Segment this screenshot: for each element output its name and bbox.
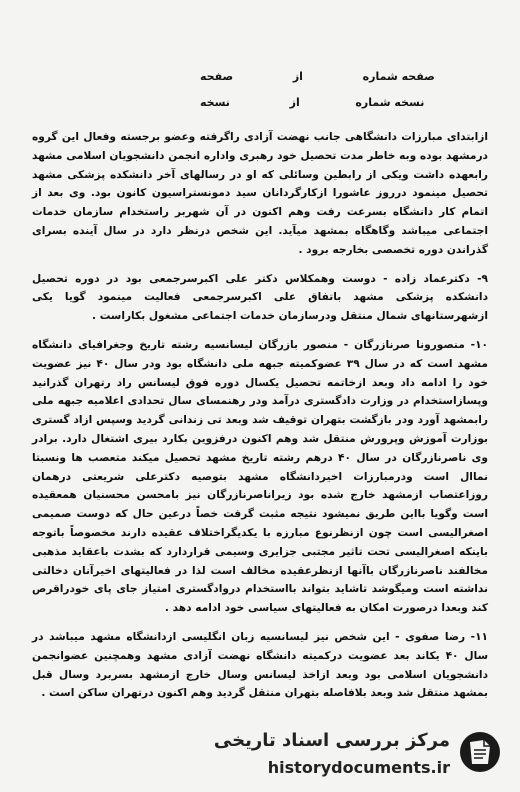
- page-number-of: از: [292, 70, 303, 83]
- document-body: [32, 128, 488, 713]
- paragraph-item-10: ۱۰- منصورونا صرنازرگان - منصور بازرگان لیسانسیه رشته تاریخ وجغرافیای دانشگاه مشهد است که در سال ۳۹ عضوکمیته جبهه ملی دانشگاه بود ودر سال ۴۰ نیز عضویت خود را ادامه داد وبعد ازخاتمه تحصیل یکسال دوره فوق لیسانس راد رتهران گذرانید وپسازاستخدام در وزارت دادگستری درآمد ودر رهنمسای سال تحدادی اعلامیه جبهه ملی رابمشهد آورد ودر بازگشت بتهران توقیف شد وبعد تی زندانی گردید وسپس ازاد گستری بوزارت آموزش وپرورش منتقل شد وهم اکنون درفزوین بکارد بیری اشتغال دارد. برادر وی ناصرنازرگان در سال ۴۰ درهم رشته تاریخ مشهد تحصیل میکند متعصب ها ونسبتا نماال است ودرمبارزات اخیردانشگاه مشهد بتوصیه دکترعلی شریعتی درهمان روزاعتصاب ازمشهد خارج شده بود زیراناصرنازرگان نیز بامحسن محسنیان همعقیده است وگویا بااین طریق نمیشود نتیجه مثبت گرفت خصاً درعین حال که دوست صمیمی اصغرالیسی است چون ازنظرنوع مبارزه با یکدیگراختلاف عقیده دارند مخصوصاً باتوجه باینکه اصغرالیسی تحت تاثیر مجتبی جزایری وسیمی قراردارد که بشدت باعقاید مذهبی مخالفند ناصرنازرگان باآنها ازنظرعقیده مخالف است لذا در فعالیتهای اخیرآنان دخالتی نداشته است وميگوشد تاشايد بتواند بااستخدام دروادگستری امتیاز جای پای خودراقرص کند وبعدا درصورت امکان به فعالیتهای سیاسی خود ادامه دهد .: [32, 338, 488, 615]
- copy-number-of: از: [289, 96, 300, 109]
- copy-number-label: نسخه شماره: [355, 96, 425, 109]
- paragraph-intro: ازابتدای مبارزات دانشگاهی جانب نهضت آزادی راگرفته وعضو برجسته وفعال این گروه درمشهد بوده وبه خاطر مدت تحصیل خود رهبری واداره انجمن دانشجویان اسلامی مشهد رابعهده داشت ویکی از رابطین وسائلی که او در رسالهای آخر دانشکده پزشکی مشهد تحصیل مینمود درروز عاشورا ازکارگردانان سید دمونستراسیون کانون بود. وی بعد از اتمام کار دانشگاه بسرعت رفت وهم اکنون در آن شهربر راستخدام سازمان خدمات اجتماعی میباشد وگاهگاه بمشهد میآید. این شخص درنظر دارد در سال آینده بسرای گذراندن دوره تخصصی بخارجه برود .: [32, 131, 488, 256]
- page-number-line: [200, 70, 435, 83]
- archive-watermark: [178, 726, 508, 782]
- archive-url[interactable]: historydocuments.ir: [267, 758, 450, 777]
- archive-title: مرکز بررسی اسناد تاریخی: [213, 730, 450, 751]
- copy-number-line: [200, 96, 424, 109]
- page-number-unit: صفحه: [200, 70, 234, 83]
- paragraph-item-9: ۹- دکترعماد زاده - دوست وهمکلاس دکتر علی اکبرسرجمعی بود در دوره تحصیل دانشکده پزشکی مشهد باتفاق علی اکبرسرجمعی فعالیت مینمود گویا یکی ازشهرستانهای شمال منتقل ودرسازمان خدمات اجتماعی مشغول بکاراست .: [32, 272, 488, 323]
- document-archive-logo-icon: [458, 730, 502, 774]
- page-number-label: صفحه شماره: [362, 70, 435, 83]
- copy-number-unit: نسخه: [200, 96, 230, 109]
- paragraph-item-11: ۱۱- رضا صفوی - این شخص نیز لیسانسیه زبان انگلیسی ازدانشگاه مشهد میباشد در سال ۴۰ یکاند بعد عضویت درکمیته دانشگاه نهضت آزادی مشهد وهمچنین عضوانجمن دانشجویان اسلامی بود وبعد ازاخذ لیسانس وسال خارج ازمشهد بسربرد وسال قبل بمشهد منتقل شد وبعد بلافاصله بتهران منتقل گردید وهم اکنون درتهران ساکن است .: [32, 630, 488, 700]
